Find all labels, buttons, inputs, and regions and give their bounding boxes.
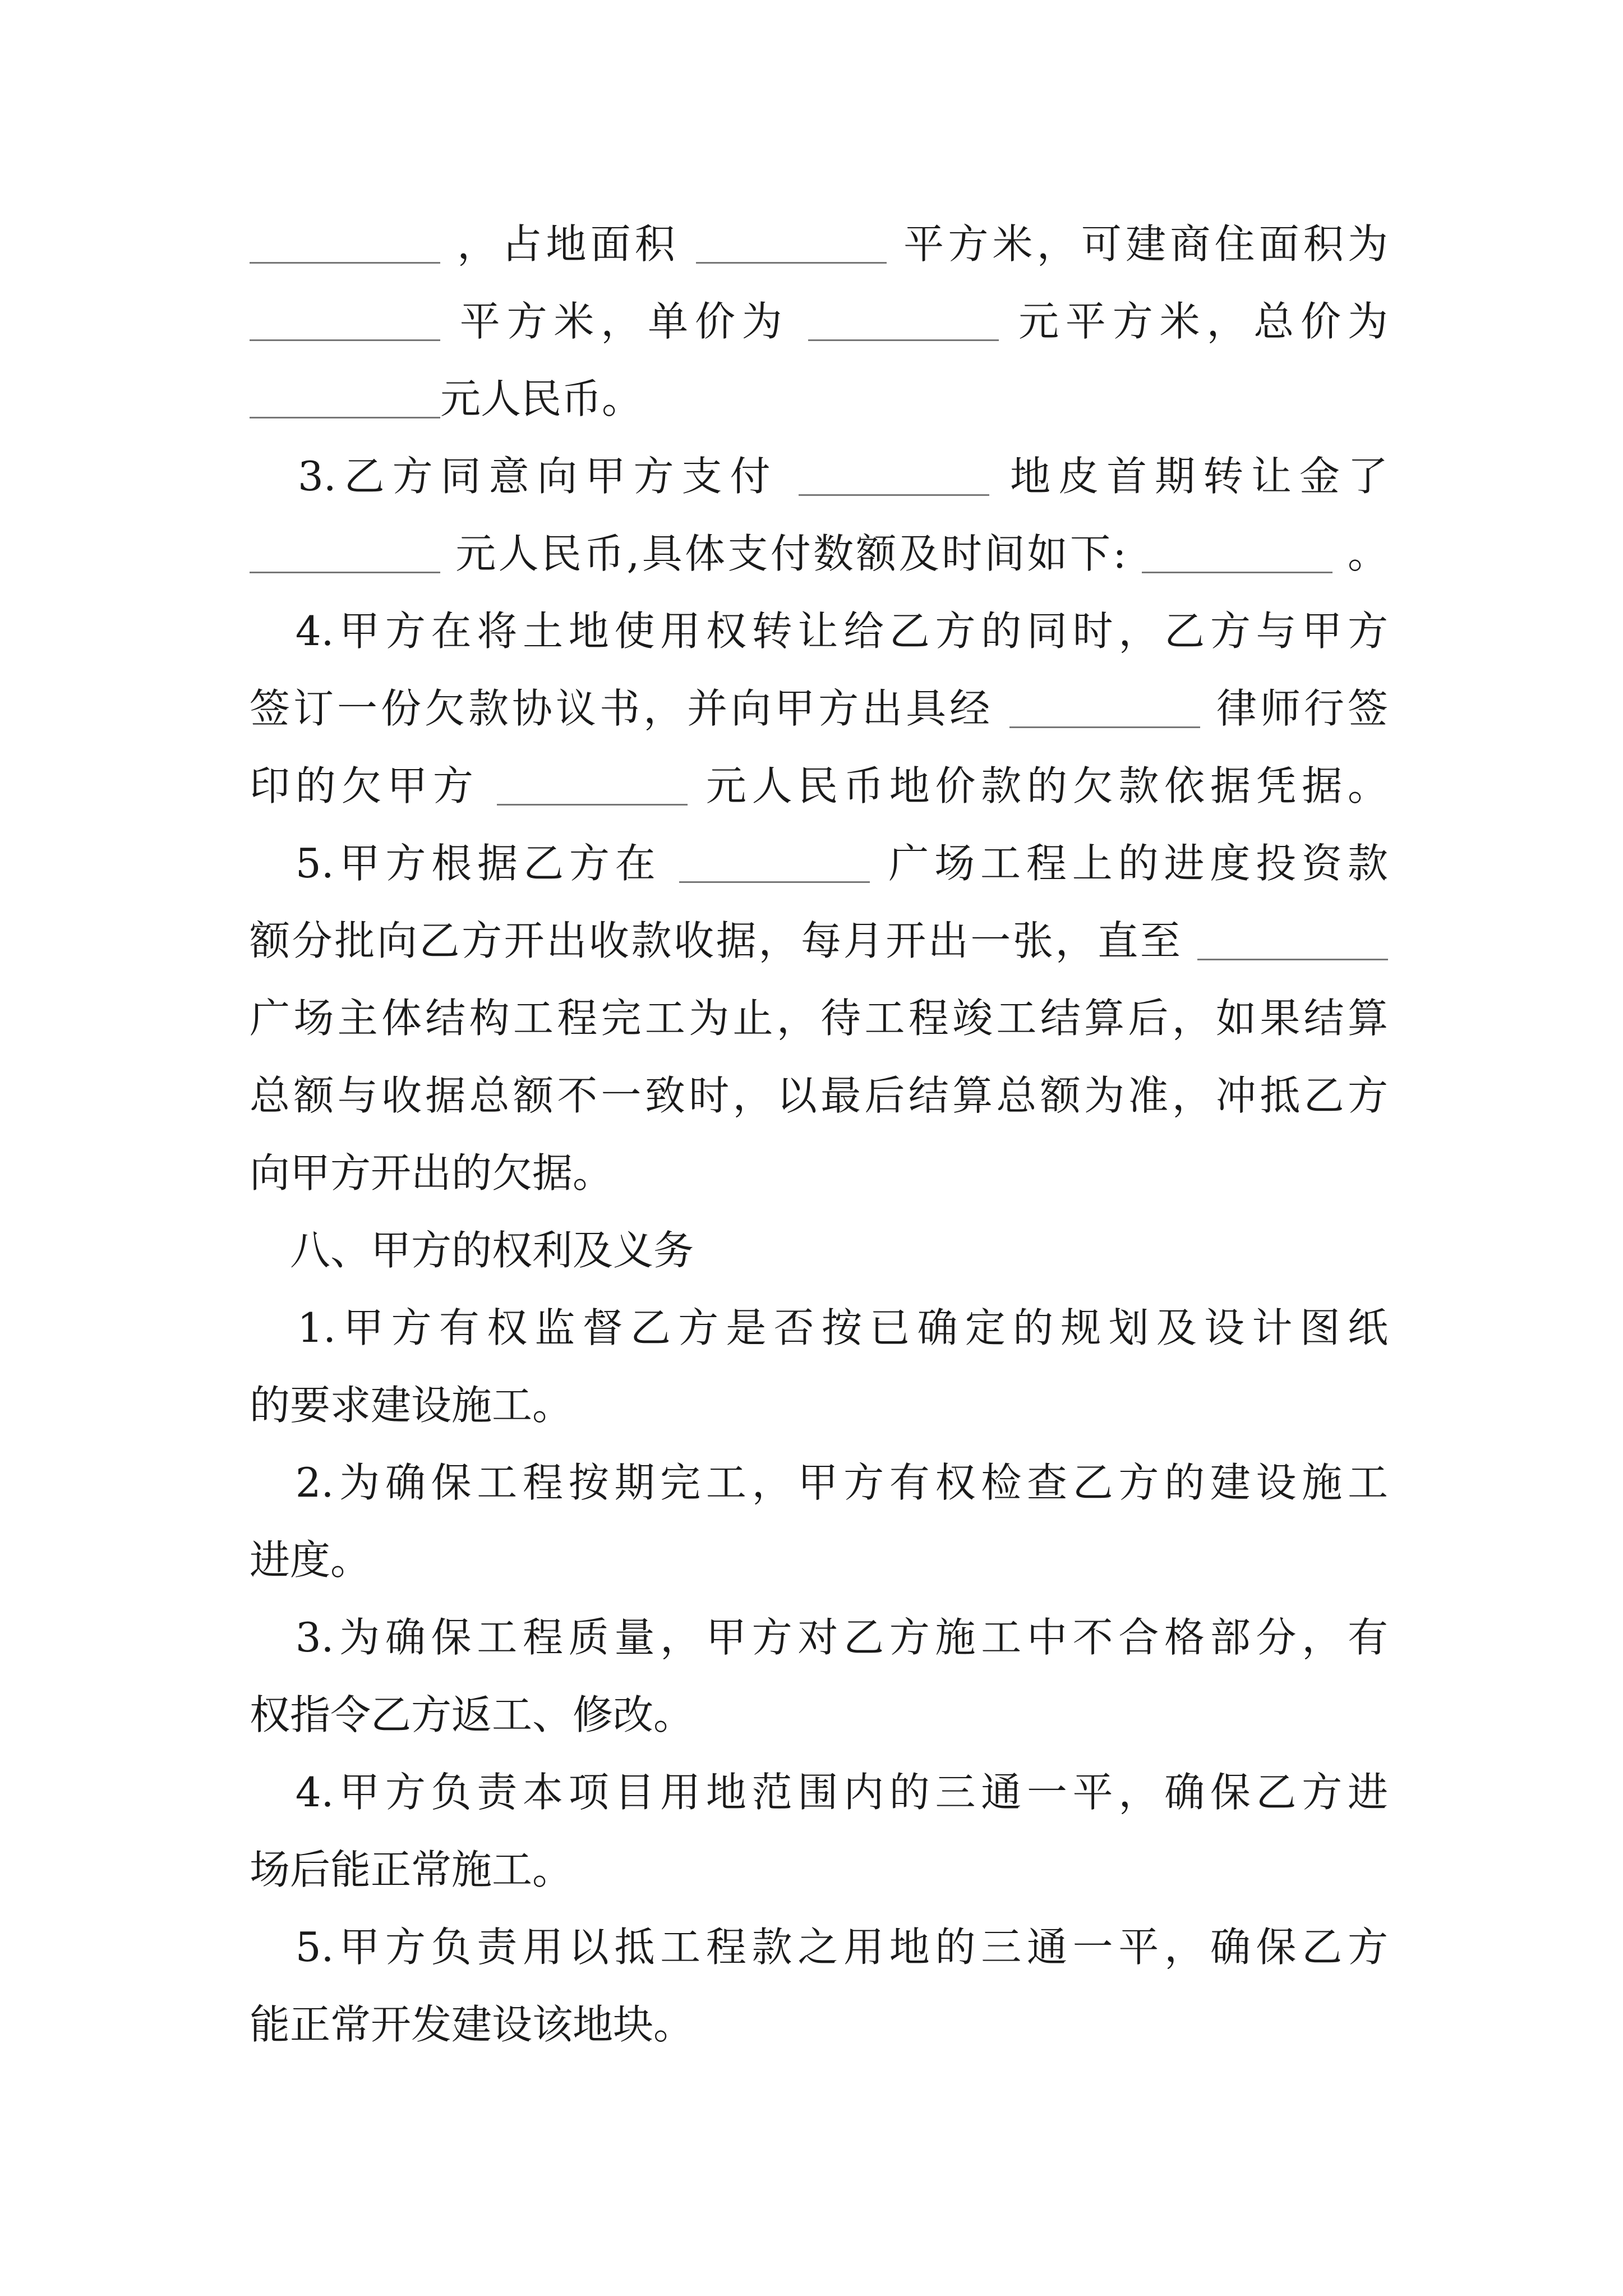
text-segment: 2.为确保工程按期完工，甲方有权检查乙方的建设施工: [250, 1459, 1388, 1506]
text-line: [250, 678, 1388, 739]
text-segment: 广场主体结构工程完工为止，待工程竣工结算后，如果结算: [250, 995, 1388, 1042]
text-segment: 印的欠甲方: [250, 762, 479, 809]
text-line: [250, 523, 1388, 585]
blank-field: [696, 222, 887, 264]
text-line: [250, 1529, 1388, 1591]
text-line: [250, 1916, 1388, 1978]
blank-field: [250, 222, 440, 264]
text-segment: 平方米，可建商住面积为: [903, 220, 1388, 268]
text-line: [250, 213, 1388, 275]
text-segment: 元人民币。: [440, 375, 643, 422]
text-segment: 签订一份欠款协议书，并向甲方出具经: [250, 685, 994, 732]
text-line: [250, 445, 1388, 507]
text-line: [250, 1065, 1388, 1126]
text-segment: 1.甲方有权监督乙方是否按已确定的规划及设计图纸: [250, 1304, 1388, 1351]
text-segment: ，占地面积: [457, 220, 679, 268]
text-segment: 5.甲方负责用以抵工程款之用地的三通一平，确保乙方: [250, 1924, 1388, 1971]
blank-field: [250, 376, 440, 418]
text-segment: 向甲方开出的欠据。: [250, 1149, 614, 1197]
text-segment: 3.为确保工程质量，甲方对乙方施工中不合格部分，有: [250, 1614, 1388, 1661]
text-segment: 4.甲方在将土地使用权转让给乙方的同时，乙方与甲方: [250, 608, 1388, 655]
text-line: [250, 832, 1388, 894]
text-segment: 总额与收据总额不一致时，以最后结算总额为准，冲抵乙方: [250, 1072, 1388, 1119]
text-segment: 律师行签: [1216, 685, 1388, 732]
text-segment: 5.甲方根据乙方在: [250, 840, 661, 887]
blank-field: [1009, 686, 1200, 728]
text-line: [250, 1684, 1388, 1746]
text-segment: 的要求建设施工。: [250, 1382, 573, 1429]
blank-field: [497, 763, 688, 806]
text-segment: 元人民币地价款的欠款依据凭据。: [706, 762, 1388, 809]
text-line: [250, 1994, 1388, 2055]
text-segment: 。: [1348, 530, 1388, 577]
text-segment: 地皮首期转让金了: [1010, 453, 1388, 500]
text-segment: 进度。: [250, 1536, 371, 1584]
blank-field: [1197, 918, 1388, 960]
blank-field: [808, 299, 999, 341]
text-segment: 广场工程上的进度投资款: [888, 840, 1388, 887]
text-segment: 元平方米，总价为: [1018, 298, 1388, 345]
text-segment: 权指令乙方返工、修改。: [250, 1691, 694, 1738]
text-line: [250, 755, 1388, 817]
text-line: [250, 1839, 1388, 1901]
blank-field: [250, 531, 440, 573]
text-segment: 场后能正常施工。: [250, 1846, 573, 1893]
text-segment: 能正常开发建设该地块。: [250, 2001, 694, 2048]
text-line: [250, 291, 1388, 352]
text-line: [250, 1761, 1388, 1823]
text-segment: 平方米，单价为: [459, 298, 789, 345]
text-line: [250, 910, 1388, 972]
text-line: [250, 600, 1388, 662]
text-segment: 额分批向乙方开出收款收据，每月开出一张，直至: [250, 917, 1183, 964]
text-segment: 4.甲方负责本项目用地范围内的三通一平，确保乙方进: [250, 1769, 1388, 1816]
blank-field: [799, 454, 989, 496]
section-heading: [250, 1220, 1388, 1281]
blank-field: [250, 299, 440, 341]
blank-field: [679, 841, 870, 883]
text-segment: 元人民币,具体支付数额及时间如下:: [455, 530, 1127, 577]
text-segment: 八、甲方的权利及义务: [250, 1227, 694, 1274]
text-line: [250, 1374, 1388, 1436]
text-line: [250, 1607, 1388, 1668]
text-line: [250, 1452, 1388, 1513]
text-line: [250, 1297, 1388, 1359]
text-line: [250, 1142, 1388, 1204]
text-line: [250, 368, 1388, 430]
text-line: [250, 987, 1388, 1049]
blank-field: [1142, 531, 1332, 573]
text-segment: 3.乙方同意向甲方支付: [250, 453, 778, 500]
